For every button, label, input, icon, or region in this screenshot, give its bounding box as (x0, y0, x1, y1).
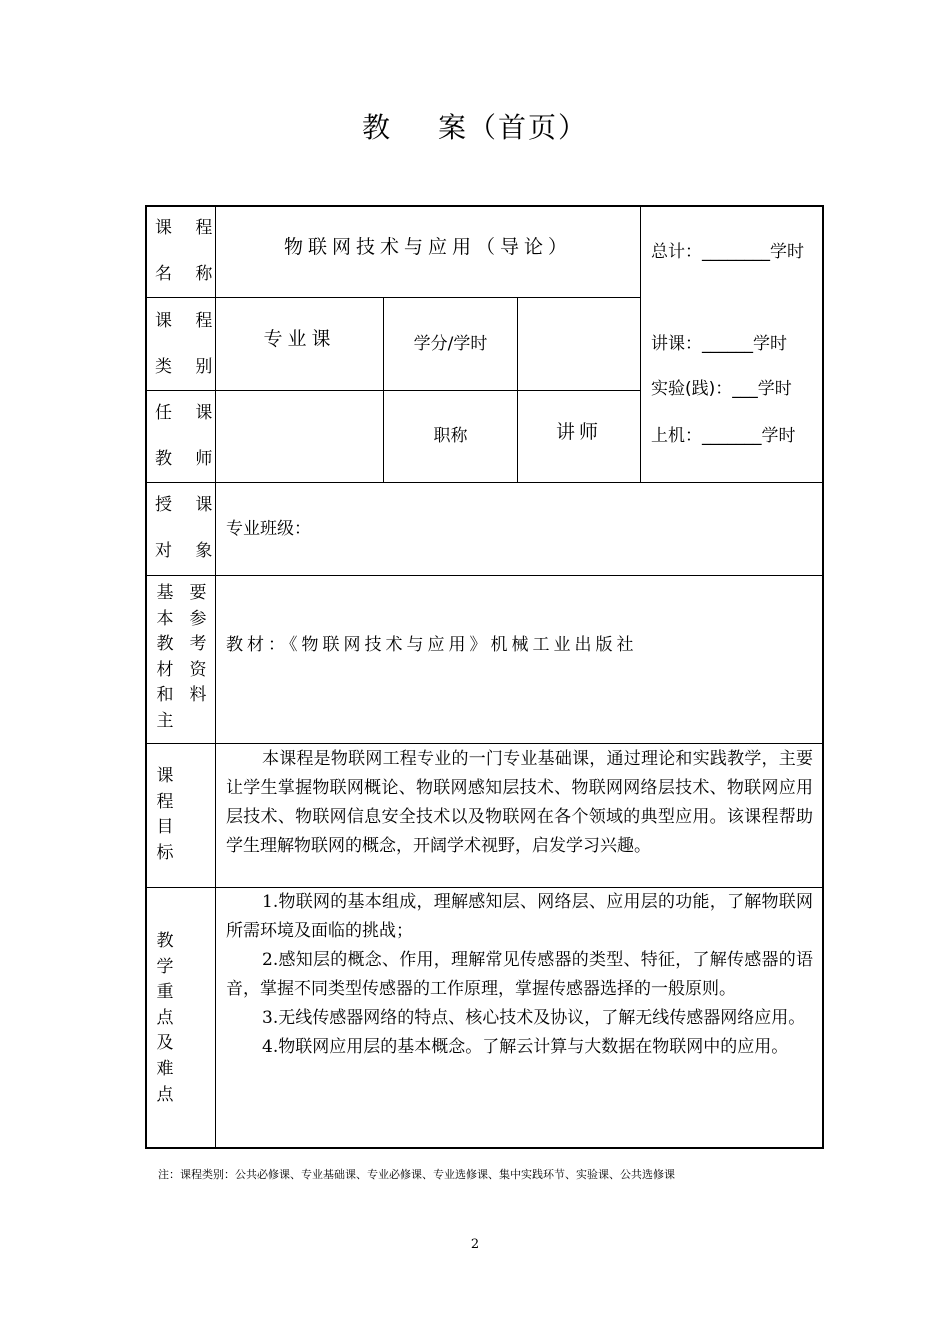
footnote: 注：课程类别：公共必修课、专业基础课、专业必修课、专业选修课、集中实践环节、实验课、公共选修课 (158, 1168, 675, 1181)
page-title (0, 106, 950, 146)
row-divider (145, 390, 641, 391)
key-points-list (226, 888, 813, 1062)
category-value: 专业课 (263, 328, 336, 350)
label-teacher-line2: 教 师 (155, 449, 222, 469)
row-divider (145, 743, 824, 744)
key-point-item: 4.物联网应用层的基本概念。了解云计算与大数据在物联网中的应用。 (262, 1037, 789, 1057)
credit-label: 学分/学时 (413, 334, 488, 354)
column-divider (517, 297, 518, 482)
title-left: 教 (361, 111, 392, 144)
computer-hours: 上机：_______学时 (651, 426, 796, 446)
label-category-line1: 课 程 (155, 311, 222, 331)
label-course-name-line2: 名 称 (155, 264, 222, 284)
label-textbook-col1: 基本教材和主 (156, 583, 174, 731)
textbook-value: 教材：《物联网技术与应用》机械工业出版社 (226, 635, 638, 655)
row-divider (145, 482, 824, 483)
label-audience-line2: 对 象 (155, 541, 222, 561)
job-title-value: 讲师 (555, 421, 602, 443)
key-point-item: 3.无线传感器网络的特点、核心技术及协议，了解无线传感器网络应用。 (262, 1008, 806, 1028)
job-title-label: 职称 (433, 426, 468, 446)
label-audience-line1: 授 课 (155, 495, 222, 515)
key-point-item: 2.感知层的概念、作用，理解常见传感器的类型、特征，了解传感器的语音，掌握不同类型传感器的工作原理，掌握传感器选择的一般原则。 (226, 950, 813, 999)
lab-hours: 实验(践)：___学时 (651, 379, 792, 399)
page-number: 2 (470, 1237, 480, 1252)
column-divider (383, 297, 384, 482)
course-name-value: 物联网技术与应用（导论） (283, 236, 572, 258)
column-divider (640, 205, 641, 482)
course-goal-text: 本课程是物联网工程专业的一门专业基础课，通过理论和实践教学，主要让学生掌握物联网概论、物联网感知层技术、物联网网络层技术、物联网应用层技术、物联网信息安全技术以及物联网在各个领域的典型应用。该课程帮助学生理解物联网的概念，开阔学术视野，启发学习兴趣。 (226, 749, 813, 856)
label-course-goal: 课程目标 (156, 766, 174, 863)
lecture-hours: 讲课：______学时 (651, 334, 787, 354)
row-divider (145, 575, 824, 576)
label-key-points: 教学重点及难点 (156, 931, 174, 1105)
label-course-name-line1: 课 程 (155, 218, 222, 238)
total-hours: 总计：________学时 (651, 242, 804, 262)
title-right: 案（首页） (438, 111, 589, 144)
key-point-item: 1.物联网的基本组成，理解感知层、网络层、应用层的功能，了解物联网所需环境及面临的挑战； (226, 892, 813, 941)
row-divider (145, 297, 641, 298)
label-category-line2: 类 别 (155, 357, 222, 377)
label-teacher-line1: 任 课 (155, 403, 222, 423)
label-textbook-col2: 要参考资料 (189, 583, 207, 706)
audience-value: 专业班级： (226, 519, 311, 539)
